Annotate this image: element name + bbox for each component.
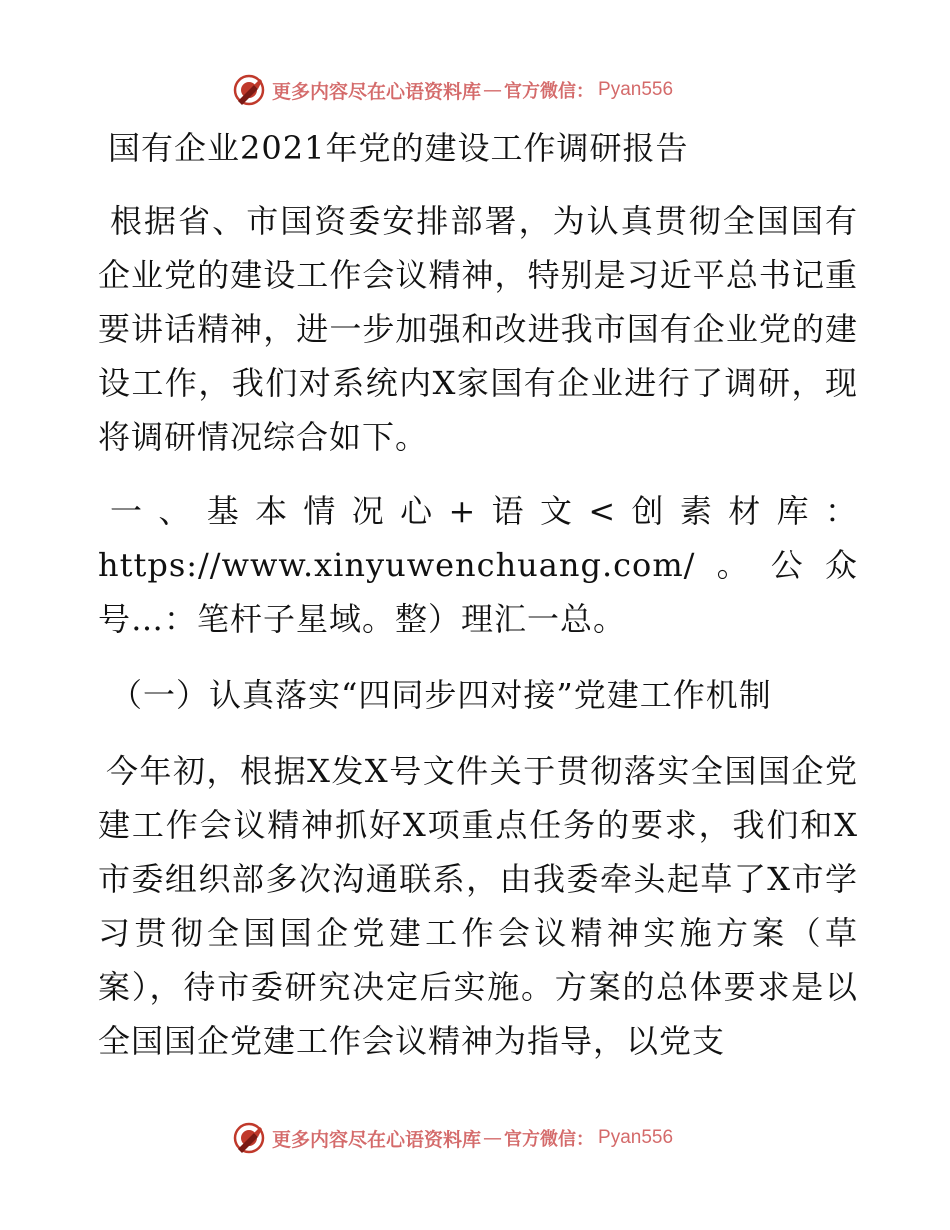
document-body (98, 122, 858, 1068)
pen-logo-icon (232, 73, 266, 107)
paragraph-body: 今年初，根据X发X号文件关于贯彻落实全国国企党建工作会议精神抓好X项重点任务的要求，我们和X市委组织部多次沟通联系，由我委牵头起草了X市学习贯彻全国国企党建工作会议精神实施方案（草案），待市委研究决定后实施。方案的总体要求是以全国国企党建工作会议精神为指导，以党支 (98, 752, 858, 1060)
header-watermark (232, 72, 673, 108)
watermark-id: Pyan556 (598, 79, 674, 100)
paragraph-intro: 根据省、市国资委安排部署，为认真贯彻全国国有企业党的建设工作会议精神，特别是习近平总书记重要讲话精神，进一步加强和改进我市国有企业党的建设工作，我们对系统内X家国有企业进行了调研，现将调研情况综合如下。 (98, 202, 858, 456)
watermark-dash: — (483, 1127, 503, 1149)
watermark-id: Pyan556 (598, 1127, 674, 1148)
footer-watermark (232, 1120, 673, 1156)
subsection-heading: （一）认真落实“四同步四对接”党建工作机制 (110, 676, 772, 714)
watermark-official: 官方微信： (504, 81, 595, 102)
watermark-text: 更多内容尽在心语资料库 (272, 1128, 482, 1151)
watermark-official: 官方微信： (504, 1129, 595, 1150)
watermark-dash: — (483, 79, 503, 101)
watermark-text: 更多内容尽在心语资料库 (272, 80, 482, 103)
pen-logo-icon (232, 1121, 266, 1155)
section-heading-basic: 一、基本情况心+语文<创素材库：https://www.xinyuwenchuang.com/。公众号…：笔杆子星域。整）理汇一总。 (98, 492, 858, 638)
document-title: 国有企业2021年党的建设工作调研报告 (108, 129, 689, 167)
